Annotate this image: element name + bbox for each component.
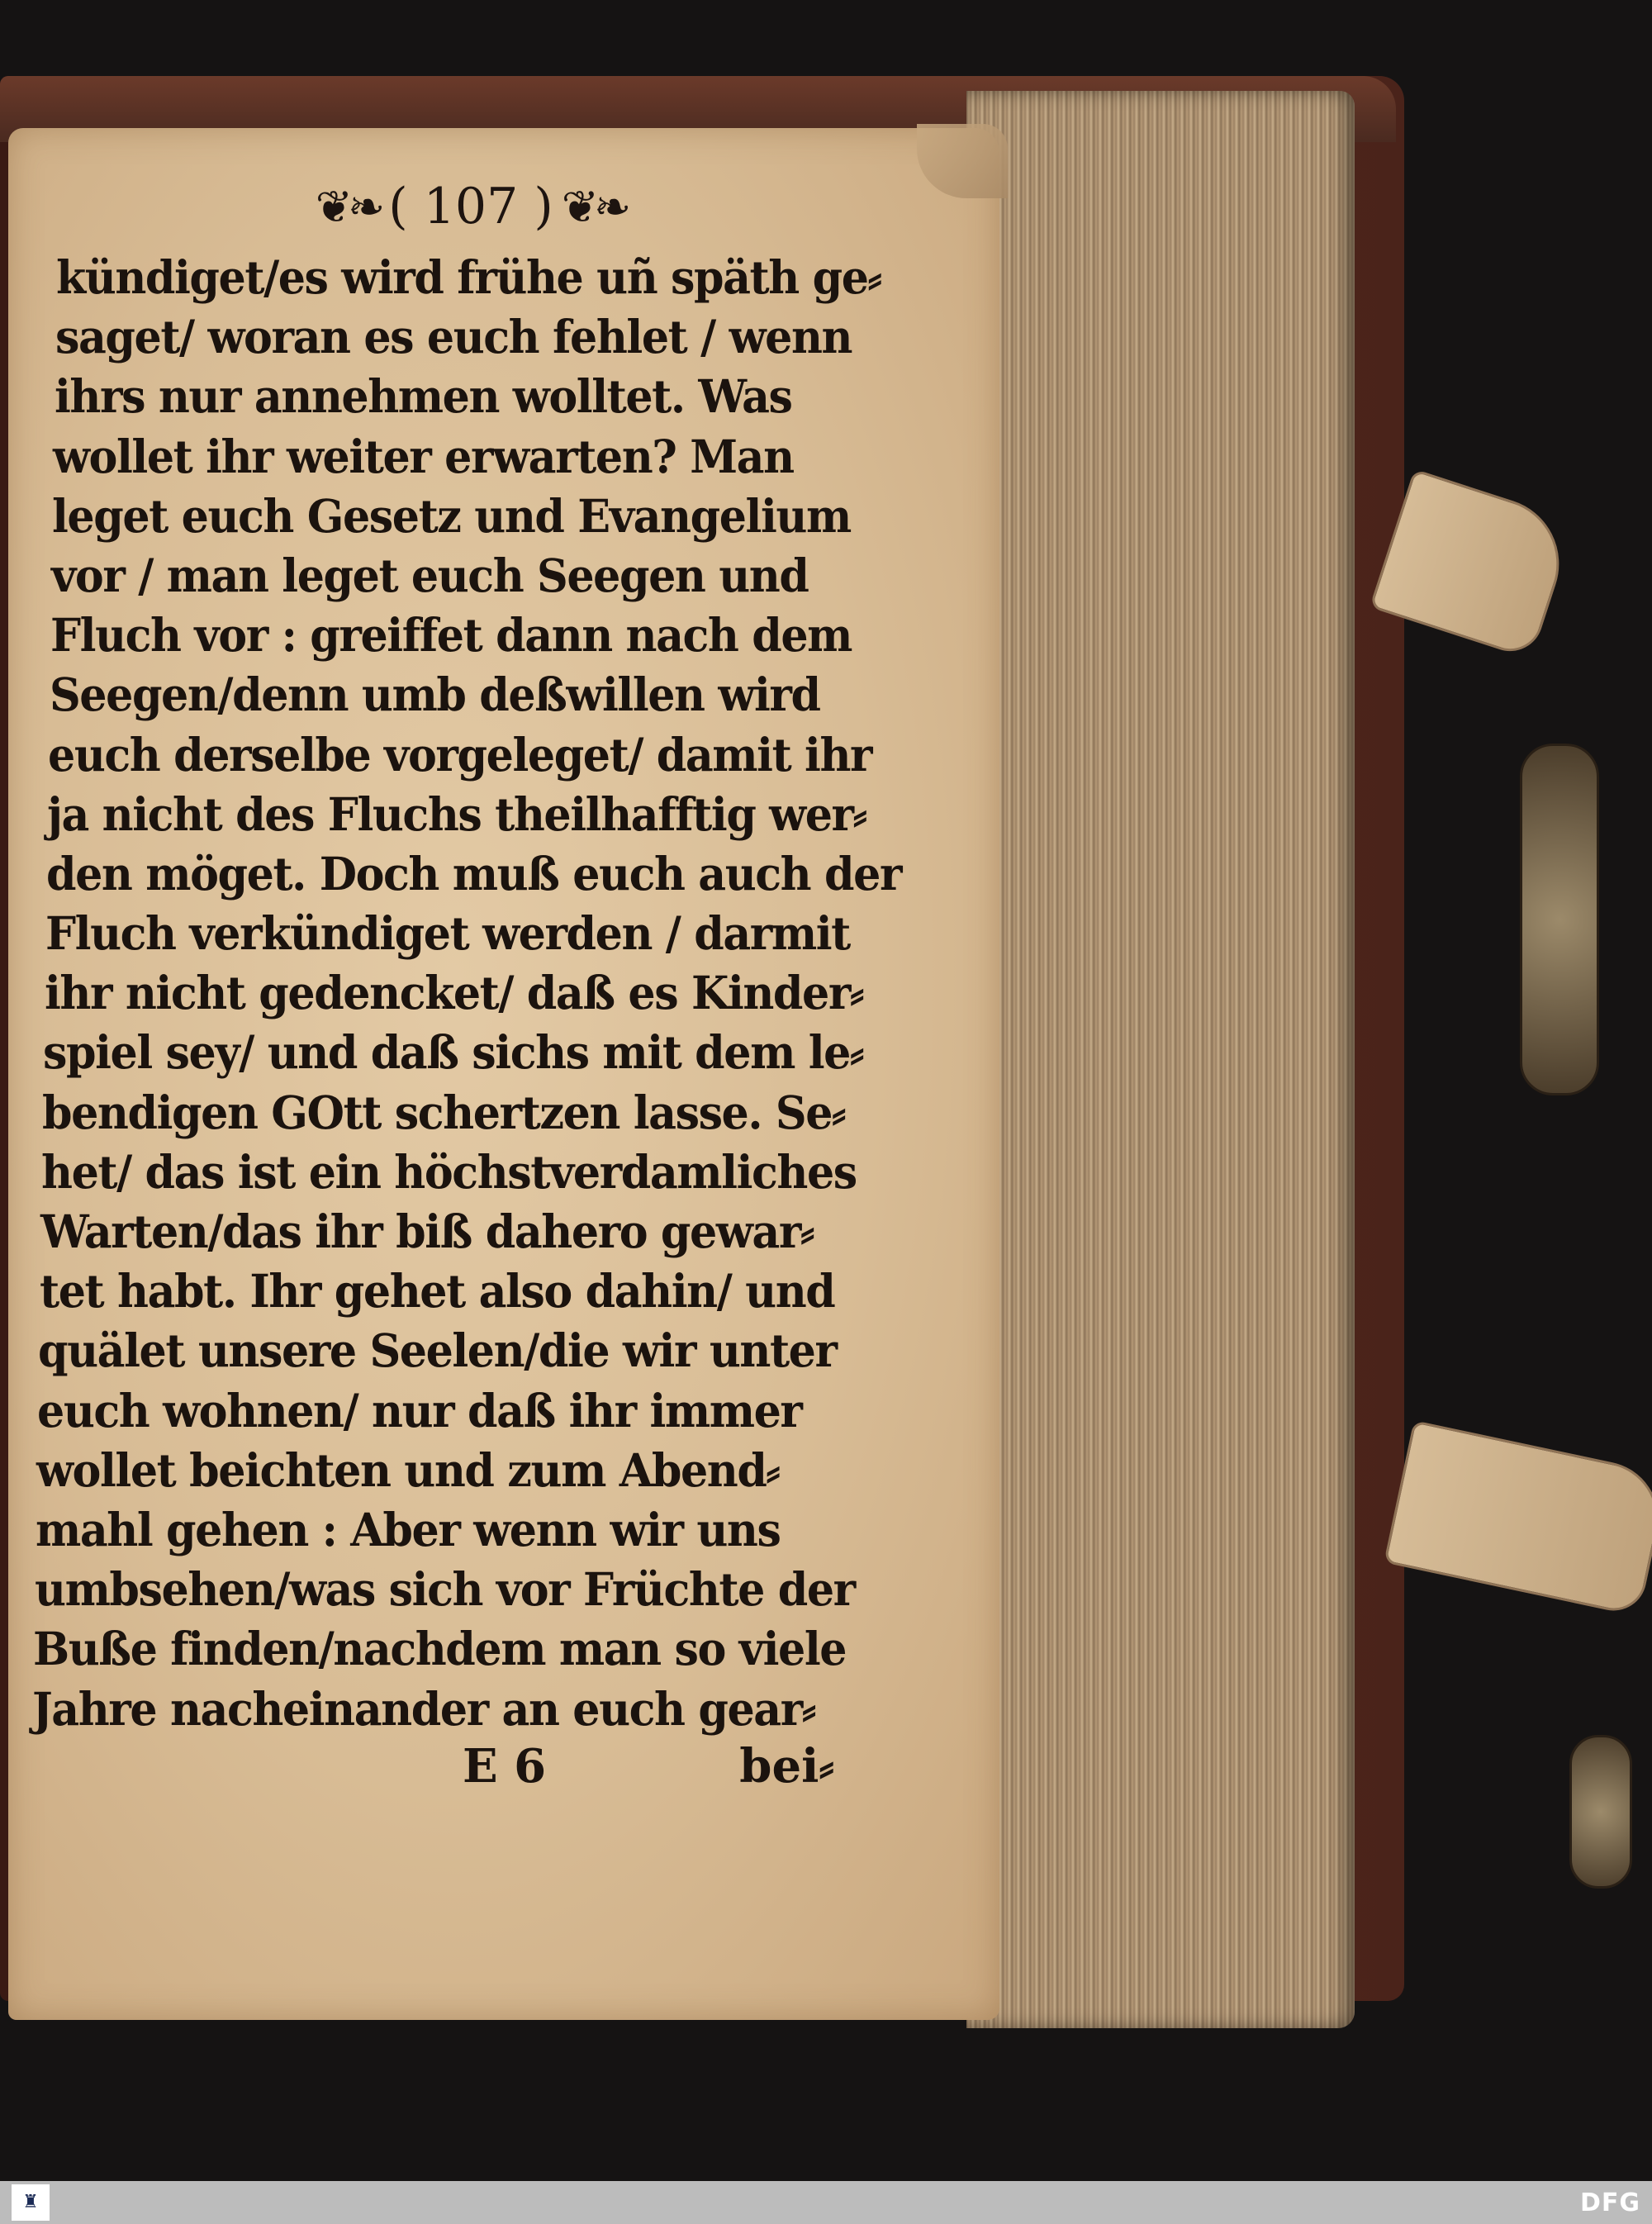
text-line: mahl gehen : Aber wenn wir uns	[36, 1502, 781, 1556]
body-text	[32, 248, 902, 1739]
page-header	[297, 169, 644, 244]
text-line: euch wohnen/ nur daß ihr immer	[37, 1383, 802, 1438]
text-line: saget/ woran es euch fehlet / wenn	[55, 310, 852, 364]
text-line: tet habt. Ihr gehet also dahin/ und	[40, 1264, 835, 1319]
ornament-left-icon: ❦❧	[315, 180, 381, 233]
text-line: den möget. Doch muß euch auch der	[46, 846, 902, 901]
text-line: euch derselbe vorgeleget/ damit ihr	[48, 727, 872, 782]
text-line: Fluch verkündiget werden / darmit	[45, 906, 850, 961]
text-line: ja nicht des Fluchs theilhafftig wer⸗	[47, 786, 866, 841]
text-line: ihr nicht gedencket/ daß es Kinder⸗	[45, 966, 863, 1020]
text-line: vor / man leget euch Seegen und	[51, 548, 809, 602]
metal-clasp-top	[1520, 744, 1599, 1095]
text-line: wollet beichten und zum Abend⸗	[36, 1442, 780, 1497]
viewer-footer-bar	[0, 2181, 1652, 2224]
text-line: quälet unsere Seelen/die wir unter	[38, 1323, 837, 1378]
text-line: ihrs nur annehmen wolltet. Was	[55, 369, 792, 424]
dfg-logo: DFG	[1579, 2188, 1640, 2217]
text-line: Buße finden/nachdem man so viele	[33, 1622, 847, 1676]
catchword: bei⸗	[739, 1739, 834, 1794]
metal-clasp-bottom	[1569, 1735, 1632, 1889]
text-line: Jahre nacheinander an euch gear⸗	[32, 1681, 815, 1736]
text-line: Seegen/denn umb deßwillen wird	[50, 668, 820, 722]
library-logo-icon: ♜	[12, 2184, 50, 2221]
text-line: het/ das ist ein höchstverdamliches	[41, 1144, 857, 1199]
text-line: bendigen GOtt schertzen lasse. Se⸗	[42, 1085, 846, 1139]
page-footer	[463, 1739, 834, 1794]
page-number: ( 107 )	[388, 178, 553, 235]
text-line: Warten/das ihr biß dahero gewar⸗	[40, 1205, 814, 1258]
text-line: wollet ihr weiter erwarten? Man	[53, 429, 794, 483]
text-line: kündiget/es wird frühe uñ späth ge⸗	[56, 250, 881, 304]
text-line: umbsehen/was sich vor Früchte der	[35, 1562, 855, 1617]
signature-mark: E 6	[463, 1739, 547, 1794]
ornament-right-icon: ❦❧	[561, 180, 627, 233]
text-line: spiel sey/ und daß sichs mit dem le⸗	[43, 1025, 863, 1080]
page-fore-edge	[966, 91, 1355, 2028]
text-line: Fluch vor : greiffet dann nach dem	[50, 608, 852, 663]
clasp-strap-bottom	[1384, 1420, 1652, 1617]
text-line: leget euch Gesetz und Evangelium	[52, 488, 851, 543]
